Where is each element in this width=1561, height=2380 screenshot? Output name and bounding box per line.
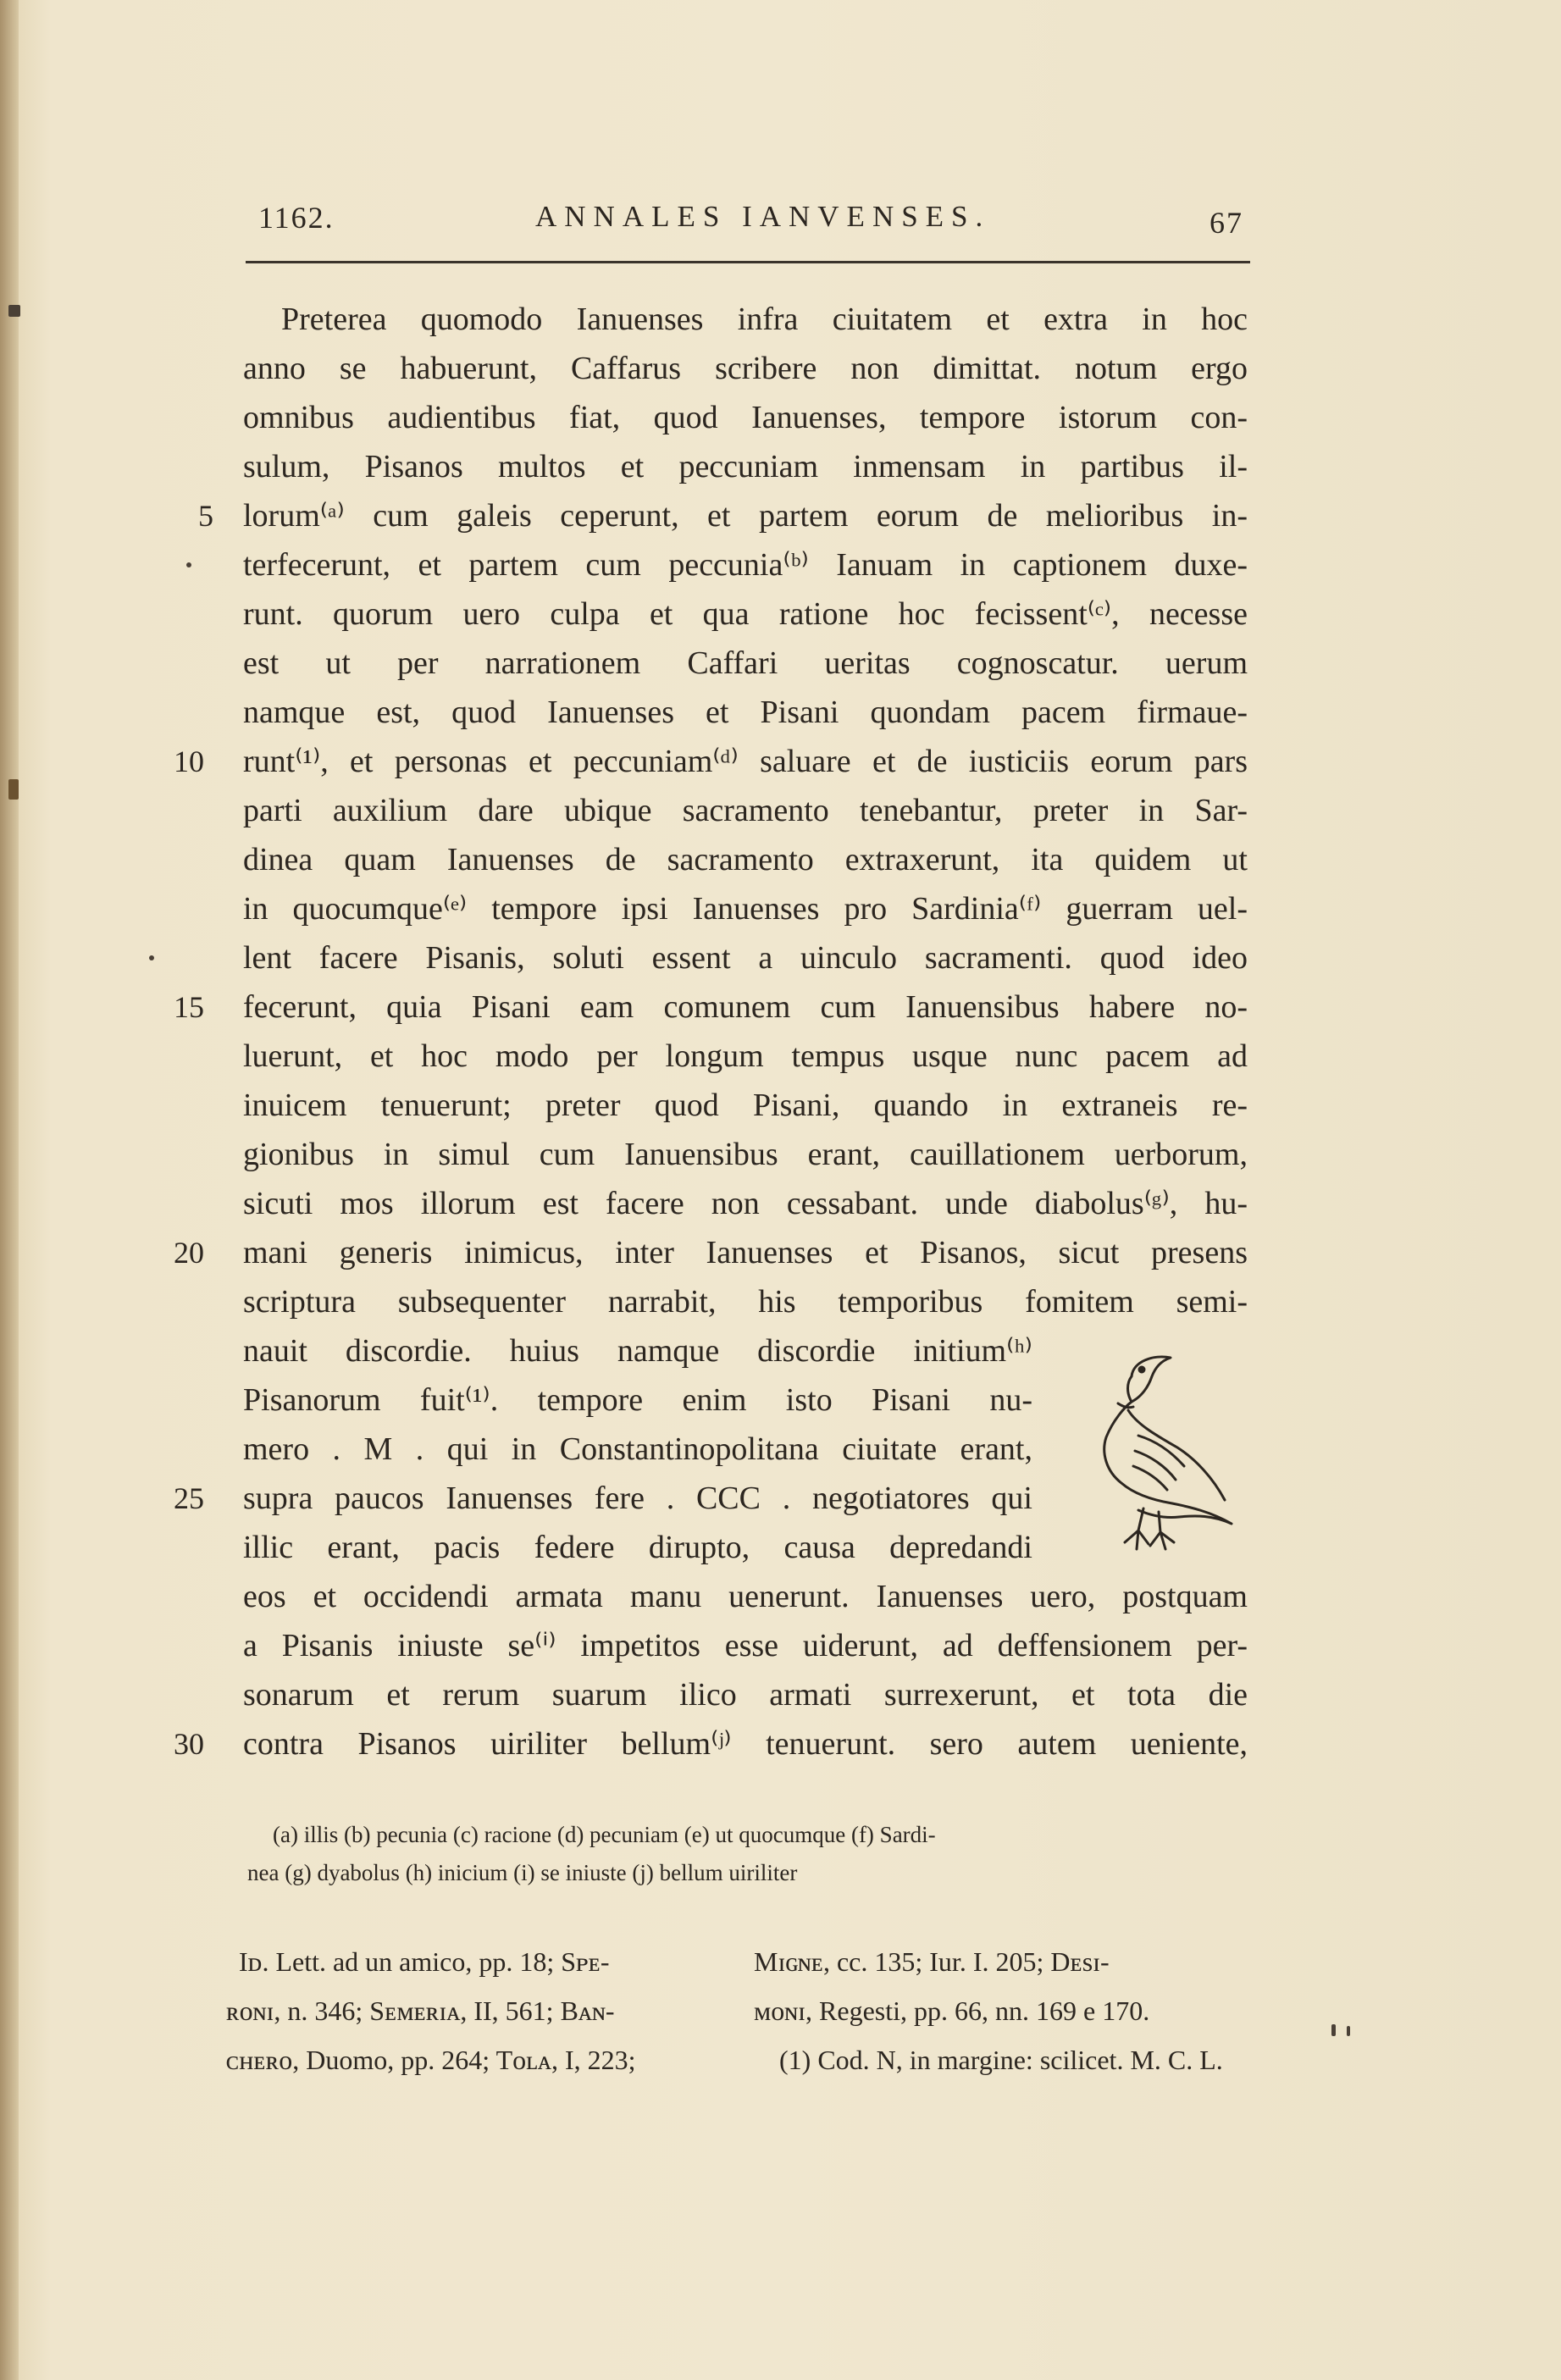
- header-rule: [246, 261, 1250, 263]
- text-line: sonarum et rerum suarum ilico armati surrexerunt, et tota die: [243, 1677, 1248, 1713]
- ink-speck: [1347, 2026, 1350, 2036]
- page-number: 67: [1209, 206, 1243, 240]
- text-line: gionibus in simul cum Ianuensibus erant, cauillationem uerborum,: [243, 1137, 1248, 1172]
- text-line: in quocumque⁽ᵉ⁾ tempore ipsi Ianuenses pro Sardinia⁽ᶠ⁾ guerram uel-: [243, 891, 1248, 927]
- binding-mark: [8, 779, 19, 800]
- text-line: namque est, quod Ianuenses et Pisani quondam pacem firmaue-: [243, 695, 1248, 730]
- ink-speck: [149, 955, 154, 960]
- text-line: fecerunt, quia Pisani eam comunem cum Ianuensibus habere no-: [243, 989, 1248, 1025]
- running-header-year: 1162.: [258, 201, 335, 235]
- line-number: 20: [174, 1236, 204, 1270]
- line-number: 5: [198, 499, 213, 533]
- line-number: 15: [174, 990, 204, 1024]
- text-line: sicuti mos illorum est facere non cessabant. unde diabolus⁽ᵍ⁾, hu-: [243, 1186, 1248, 1221]
- text-line: Pisanorum fuit⁽¹⁾. tempore enim isto Pisani nu-: [243, 1382, 1032, 1418]
- text-line: runt. quorum uero culpa et qua ratione hoc fecissent⁽ᶜ⁾, necesse: [243, 596, 1248, 632]
- footnote-line: nea (g) dyabolus (h) inicium (i) se iniuste (j) bellum uiriliter: [247, 1860, 798, 1885]
- text-line: a Pisanis iniuste se⁽ⁱ⁾ impetitos esse uiderunt, ad deffensionem per-: [243, 1628, 1248, 1663]
- text-line: nauit discordie. huius namque discordie initium⁽ʰ⁾: [243, 1333, 1032, 1369]
- line-number: 25: [174, 1481, 204, 1515]
- page-spine-edge: [0, 0, 19, 2380]
- text-line: lent facere Pisanis, soluti essent a uinculo sacramenti. quod ideo: [243, 940, 1248, 976]
- citation-left-line: Iᴅ. Lett. ad un amico, pp. 18; Sᴘᴇ-: [239, 1946, 610, 1977]
- citation-left-line: ᴄʜᴇʀᴏ, Duomo, pp. 264; Tᴏʟᴀ, I, 223;: [226, 2045, 636, 2075]
- text-line: scriptura subsequenter narrabit, his temporibus fomitem semi-: [243, 1284, 1248, 1320]
- citation-right-line: Mɪɢɴᴇ, cc. 135; Iur. I. 205; Dᴇsɪ-: [754, 1946, 1110, 1977]
- text-line: luerunt, et hoc modo per longum tempus usque nunc pacem ad: [243, 1038, 1248, 1074]
- text-line: anno se habuerunt, Caffarus scribere non dimittat. notum ergo: [243, 351, 1248, 386]
- text-line: dinea quam Ianuenses de sacramento extraxerunt, ita quidem ut: [243, 842, 1248, 877]
- text-line: parti auxilium dare ubique sacramento tenebantur, preter in Sar-: [243, 793, 1248, 828]
- text-line: runt⁽¹⁾, et personas et peccuniam⁽ᵈ⁾ saluare et de iusticiis eorum pars: [243, 744, 1248, 779]
- ink-speck: [186, 562, 191, 567]
- line-number: 30: [174, 1727, 204, 1761]
- text-line: omnibus audientibus fiat, quod Ianuenses, tempore istorum con-: [243, 400, 1248, 435]
- citation-left-line: ʀᴏɴɪ, n. 346; Sᴇᴍᴇʀɪᴀ, II, 561; Bᴀɴ-: [226, 1995, 615, 2026]
- text-line: lorum⁽ᵃ⁾ cum galeis ceperunt, et partem eorum de melioribus in-: [243, 498, 1248, 534]
- citation-right-line: ᴍᴏɴɪ, Regesti, pp. 66, nn. 169 e 170.: [754, 1995, 1150, 2026]
- text-line: illic erant, pacis federe dirupto, causa depredandi: [243, 1530, 1032, 1565]
- line-number: 10: [174, 744, 204, 778]
- text-line: est ut per narrationem Caffari ueritas cognoscatur. uerum: [243, 645, 1248, 681]
- text-line: mani generis inimicus, inter Ianuenses et Pisanos, sicut presens: [243, 1235, 1248, 1270]
- text-line: inuicem tenuerunt; preter quod Pisani, quando in extraneis re-: [243, 1088, 1248, 1123]
- bird-illustration: [1088, 1342, 1240, 1556]
- text-line: contra Pisanos uiriliter bellum⁽ʲ⁾ tenuerunt. sero autem ueniente,: [243, 1726, 1248, 1762]
- text-line: eos et occidendi armata manu uenerunt. Ianuenses uero, postquam: [243, 1579, 1248, 1614]
- text-line: terfecerunt, et partem cum peccunia⁽ᵇ⁾ Ianuam in captionem duxe-: [243, 547, 1248, 583]
- citation-right-line: (1) Cod. N, in margine: scilicet. M. C. L.: [779, 2045, 1223, 2075]
- text-line: sulum, Pisanos multos et peccuniam inmensam in partibus il-: [243, 449, 1248, 484]
- ink-speck: [1331, 2024, 1336, 2036]
- footnote-line: (a) illis (b) pecunia (c) racione (d) pecuniam (e) ut quocumque (f) Sardi-: [273, 1822, 936, 1847]
- running-header-title: ANNALES IANVENSES.: [535, 200, 991, 233]
- text-line: mero . M . qui in Constantinopolitana ciuitate erant,: [243, 1431, 1032, 1467]
- text-line: Preterea quomodo Ianuenses infra ciuitatem et extra in hoc: [281, 302, 1248, 337]
- text-line: supra paucos Ianuenses fere . CCC . negotiatores qui: [243, 1481, 1032, 1516]
- binding-mark: [8, 305, 20, 317]
